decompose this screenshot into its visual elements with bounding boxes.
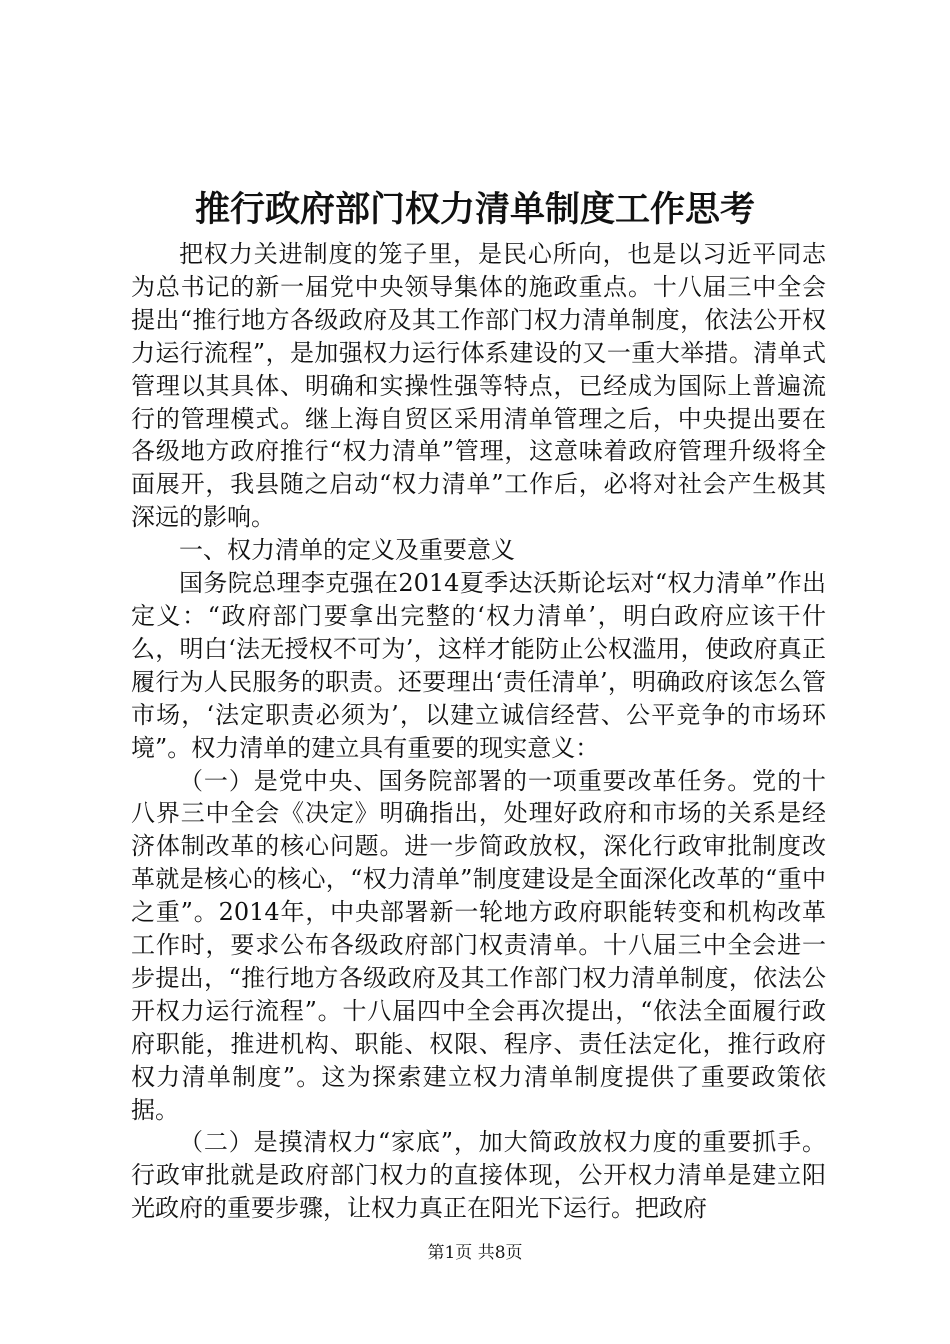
document-body [131,238,826,1225]
paragraph-definition: 国务院总理李克强在2014夏季达沃斯论坛对“权力清单”作出定义：“政府部门要拿出完整的‘权力清单’，明白政府应该干什么，明白‘法无授权不可为’，这样才能防止公权滥用，使政府真正履行为人民服务的职责。还要理出‘责任清单’，明确政府该怎么管市场，‘法定职责必须为’，以建立诚信经营、公平竞争的市场环境”。权力清单的建立具有重要的现实意义： [131,569,826,762]
document-title: 推行政府部门权力清单制度工作思考 [194,189,755,230]
section-heading-1: 一、权力清单的定义及重要意义 [179,536,515,565]
page-number-footer: 第1页 共8页 [427,1243,523,1263]
paragraph-point-2: （二）是摸清权力“家底”，加大简政放权力度的重要抓手。行政审批就是政府部门权力的直接体现，公开权力清单是建立阳光政府的重要步骤，让权力真正在阳光下运行。把政府 [131,1128,826,1223]
paragraph-intro: 把权力关进制度的笼子里，是民心所向，也是以习近平同志为总书记的新一届党中央领导集体的施政重点。十八届三中全会提出“推行地方各级政府及其工作部门权力清单制度，依法公开权力运行流程”，是加强权力运行体系建设的又一重大举措。清单式管理以其具体、明确和实操性强等特点，已经成为国际上普遍流行的管理模式。继上海自贸区采用清单管理之后，中央提出要在各级地方政府推行“权力清单”管理，这意味着政府管理升级将全面展开，我县随之启动“权力清单”工作后，必将对社会产生极其深远的影响。 [131,240,826,532]
paragraph-point-1: （一）是党中央、国务院部署的一项重要改革任务。党的十八界三中全会《决定》明确指出，处理好政府和市场的关系是经济体制改革的核心问题。进一步简政放权，深化行政审批制度改革就是核心的核心，“权力清单”制度建设是全面深化改革的“重中之重”。2014年，中央部署新一轮地方政府职能转变和机构改革工作时，要求公布各级政府部门权责清单。十八届三中全会进一步提出，“推行地方各级政府及其工作部门权力清单制度，依法公开权力运行流程”。十八届四中全会再次提出，“依法全面履行政府职能，推进机构、职能、权限、程序、责任法定化，推行政府权力清单制度”。这为探索建立权力清单制度提供了重要政策依据。 [131,766,826,1124]
